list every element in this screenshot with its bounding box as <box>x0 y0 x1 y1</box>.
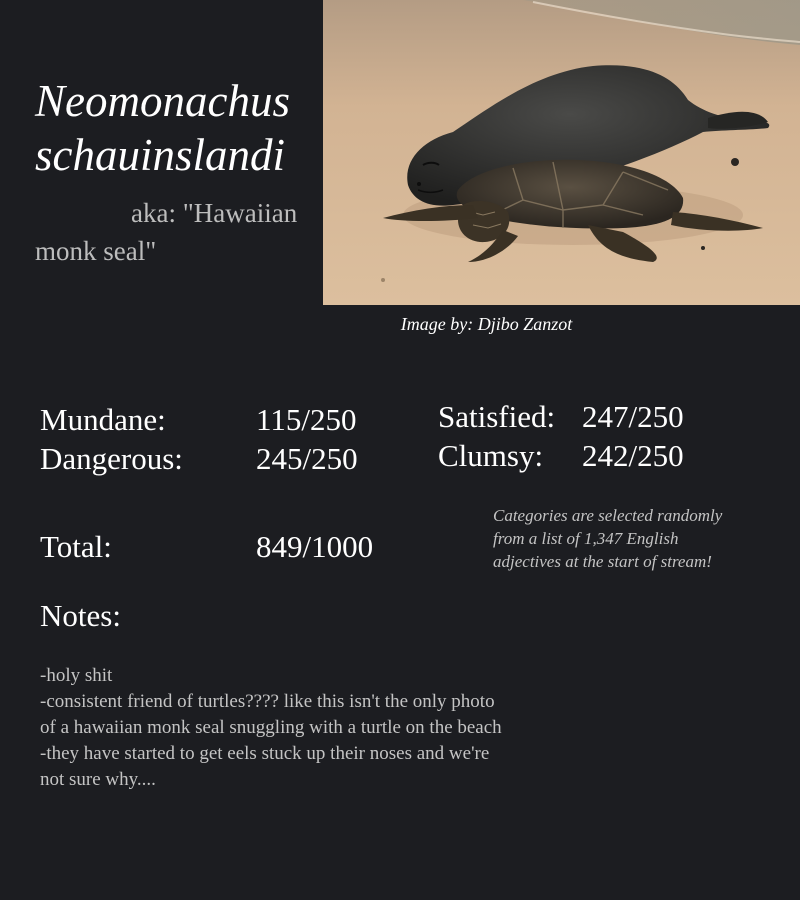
stat-dangerous-label: Dangerous: <box>40 441 183 476</box>
note-item: -they have started to get eels stuck up their noses and we're not sure why.... <box>40 743 490 790</box>
stat-mundane-label: Mundane: <box>40 402 166 437</box>
stat-mundane-value: 115/250 <box>256 402 357 437</box>
note-item: -holy shit <box>40 665 113 686</box>
stat-satisfied-value: 247/250 <box>582 399 684 434</box>
stat-satisfied-label: Satisfied: <box>438 399 556 434</box>
note-item: -consistent friend of turtles???? like this isn't the only photo of a hawaiian monk seal snuggling with a turtle on the beach <box>40 691 502 738</box>
stat-total-label: Total: <box>40 529 112 564</box>
photo-credit: Image by: Djibo Zanzot <box>400 314 573 334</box>
stat-clumsy-value: 242/250 <box>582 438 684 473</box>
stat-dangerous-value: 245/250 <box>256 441 358 476</box>
species-title <box>35 74 325 182</box>
species-title-line2: schauinslandi <box>35 130 286 180</box>
categories-disclaimer: Categories are selected randomly from a list of 1,347 English adjectives at the start of stream! <box>493 506 723 571</box>
stat-clumsy-label: Clumsy: <box>438 438 544 473</box>
notes-body <box>40 663 510 793</box>
common-name: aka: "Hawaiian monk seal" <box>35 198 298 266</box>
notes-heading: Notes: <box>40 598 121 633</box>
stat-total-value: 849/1000 <box>256 529 374 564</box>
species-title-line1: Neomonachus <box>35 76 290 126</box>
seal-and-turtle-photo <box>323 0 800 305</box>
